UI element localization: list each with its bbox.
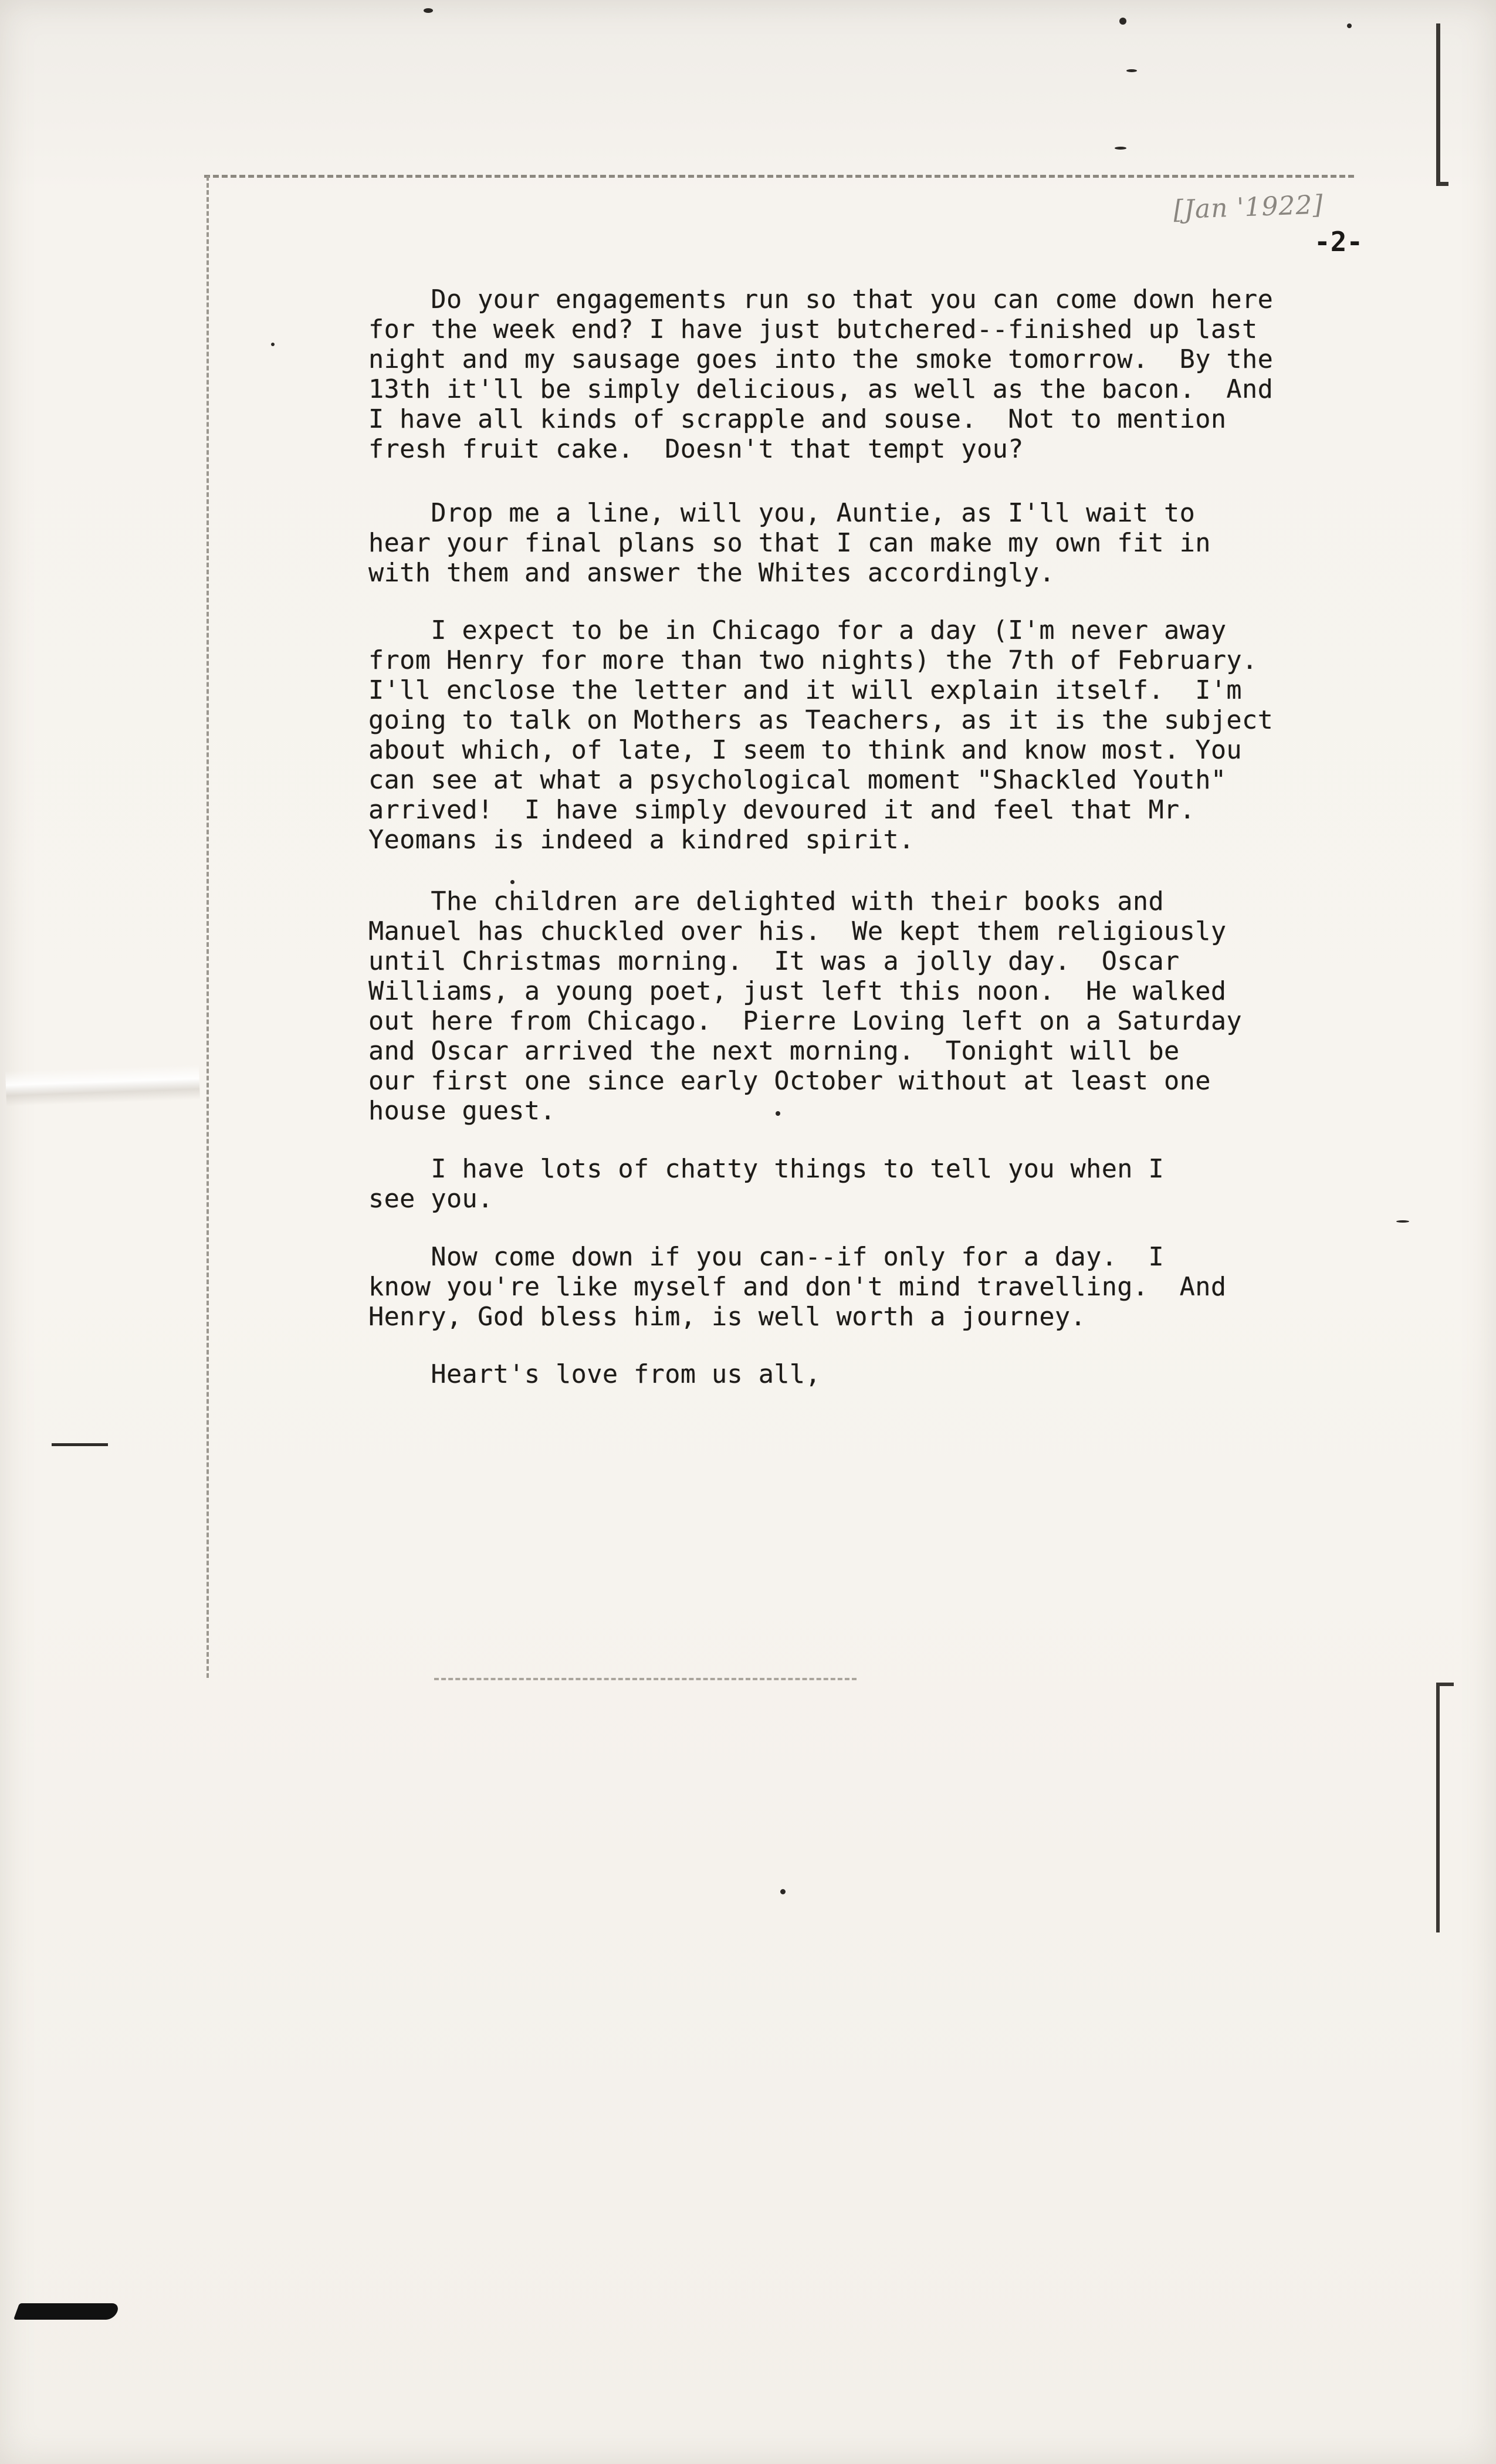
letter-paragraph: I have lots of chatty things to tell you when I see you. bbox=[368, 1155, 1165, 1214]
ink-speck bbox=[780, 1889, 786, 1894]
page-number: -2- bbox=[1314, 226, 1363, 258]
letter-paragraph: I expect to be in Chicago for a day (I'm never away from Henry for more than two nights) the 7th of February. I'll enclose the letter and it will explain itself. I'm going to talk on Mothers as Teachers, as it is the subject about which, of late, I seem to think and know most. You can see at what a psychological moment "Shackled Youth" arrived! I have simply devoured it and feel that Mr. Yeomans is indeed a kindred spirit. bbox=[368, 616, 1274, 855]
letter-paragraph: The children are delighted with their books and Manuel has chuckled over his. We kept them religiously until Christmas morning. It was a jolly day. Oscar Williams, a young poet, just left this noon. He walked out here from Chicago. Pierre Loving left on a Saturday and Oscar arrived the next morning. Tonight will be our first one since early October without at least one house guest. bbox=[368, 887, 1242, 1126]
ink-speck bbox=[1119, 18, 1126, 25]
ink-speck bbox=[424, 8, 433, 13]
ink-mark bbox=[13, 2303, 120, 2320]
paper-fold-mark bbox=[5, 1064, 200, 1106]
ink-speck bbox=[1126, 69, 1137, 72]
letter-paragraph: Now come down if you can--if only for a day. I know you're like myself and don't mind travelling. And Henry, God bless him, is well worth a journey. bbox=[368, 1243, 1227, 1332]
letter-paragraph: Do your engagements run so that you can come down here for the week end? I have just butchered--finished up last night and my sausage goes into the smoke tomorrow. By the 13th it'll be simply delicious, as well as the bacon. And I have all kinds of scrapple and souse. Not to mention fresh fruit cake. Doesn't that tempt you? bbox=[368, 285, 1274, 464]
ink-speck bbox=[510, 880, 515, 884]
ink-speck bbox=[271, 343, 275, 346]
scan-bracket-bottom-right bbox=[1436, 1683, 1454, 1932]
ink-speck bbox=[1347, 23, 1352, 28]
ink-speck bbox=[1115, 147, 1126, 150]
handwritten-date-annotation: [Jan '1922] bbox=[1173, 189, 1324, 225]
page-border-bottom bbox=[434, 1678, 857, 1680]
letter-paragraph: Drop me a line, will you, Auntie, as I'll wait to hear your final plans so that I can make my own fit in with them and answer the Whites accordingly. bbox=[368, 499, 1211, 588]
letter-closing: Heart's love from us all, bbox=[368, 1360, 821, 1389]
ink-speck bbox=[1396, 1220, 1409, 1223]
page-border-top bbox=[204, 175, 1354, 178]
margin-mark bbox=[52, 1443, 108, 1446]
page-border-left bbox=[207, 176, 209, 1678]
scan-bracket-top-right bbox=[1436, 23, 1448, 186]
